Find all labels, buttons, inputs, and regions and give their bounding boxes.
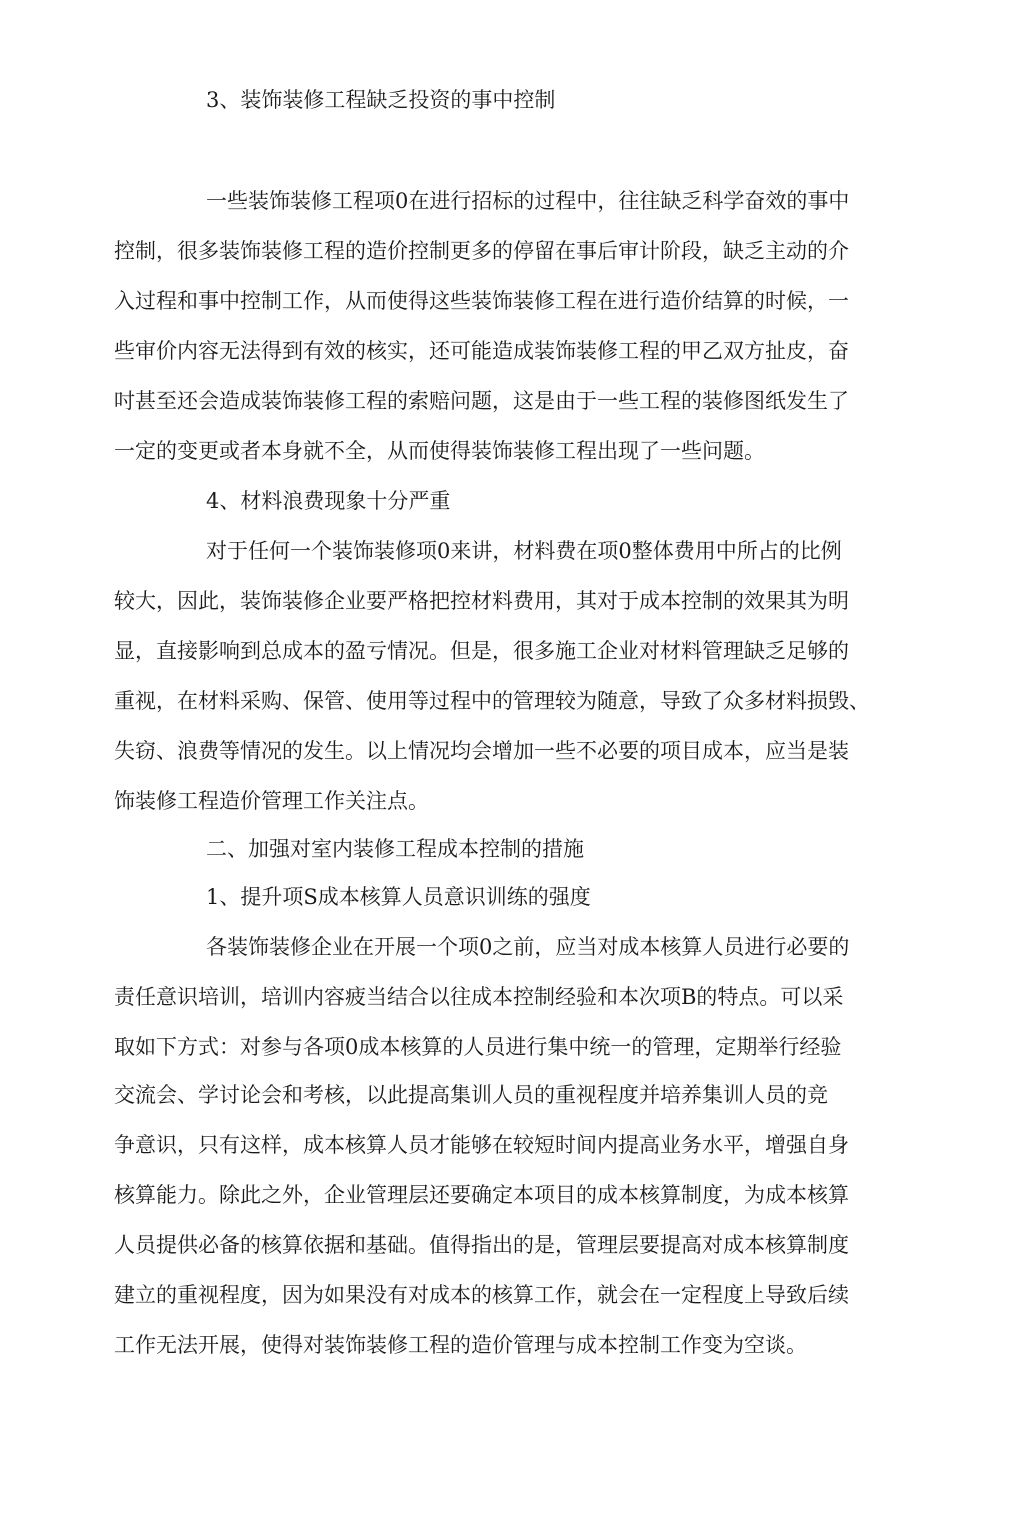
section-heading-1: 1、提升项S成本核算人员意识训练的强度 [206,885,591,909]
paragraph-line: 饰装修工程造价管理工作关注点。 [114,789,429,813]
paragraph-line: 一定的变更或者本身就不全，从而使得装饰装修工程出现了一些问题。 [114,439,765,463]
paragraph-line: 控制，很多装饰装修工程的造价控制更多的停留在事后审计阶段，缺乏主动的介 [114,239,849,263]
paragraph-line: 争意识，只有这样，成本核算人员才能够在较短时间内提高业务水平，增强自身 [114,1133,849,1157]
section-heading-3: 3、装饰装修工程缺乏投资的事中控制 [206,88,556,112]
paragraph-line: 入过程和事中控制工作，从而使得这些装饰装修工程在进行造价结算的时候，一 [114,289,849,313]
paragraph-line: 各装饰装修企业在开展一个项0之前，应当对成本核算人员进行必要的 [206,935,850,959]
paragraph-line: 些审价内容无法得到有效的核实，还可能造成装饰装修工程的甲乙双方扯皮，奋 [114,339,849,363]
paragraph-line: 建立的重视程度，因为如果没有对成本的核算工作，就会在一定程度上导致后续 [114,1283,849,1307]
paragraph-line: 较大，因此，装饰装修企业要严格把控材料费用，其对于成本控制的效果其为明 [114,589,849,613]
paragraph-line: 责任意识培训，培训内容疲当结合以往成本控制经验和本次项B的特点。可以采 [114,985,844,1009]
paragraph-line: 工作无法开展，使得对装饰装修工程的造价管理与成本控制工作变为空谈。 [114,1333,807,1357]
section-heading-4: 4、材料浪费现象十分严重 [206,489,451,513]
paragraph-line: 显，直接影响到总成本的盈亏情况。但是，很多施工企业对材料管理缺乏足够的 [114,639,849,663]
paragraph-line: 失窃、浪费等情况的发生。以上情况均会增加一些不必要的项目成本，应当是装 [114,739,849,763]
paragraph-line: 一些装饰装修工程项0在进行招标的过程中，往往缺乏科学奋效的事中 [206,189,850,213]
paragraph-line: 取如下方式：对参与各项0成本核算的人员进行集中统一的管理，定期举行经验 [114,1035,842,1059]
section-heading-two: 二、加强对室内装修工程成本控制的措施 [206,837,584,861]
paragraph-line: 吋甚至还会造成装饰装修工程的索赔问题，这是由于一些工程的装修图纸发生了 [114,389,849,413]
paragraph-line: 人员提供必备的核算依据和基础。值得指出的是，管理层要提高对成本核算制度 [114,1233,849,1257]
paragraph-line: 对于任何一个装饰装修项0来讲，材料费在项0整体费用中所占的比例 [206,539,842,563]
paragraph-line: 核算能力。除此之外，企业管理层还要确定本项目的成本核算制度，为成本核算 [114,1183,849,1207]
paragraph-line: 重视，在材料采购、保管、使用等过程中的管理较为随意，导致了众多材料损毁、 [114,689,870,713]
paragraph-line: 交流会、学讨论会和考核，以此提高集训人员的重视程度并培养集训人员的竞 [114,1083,828,1107]
